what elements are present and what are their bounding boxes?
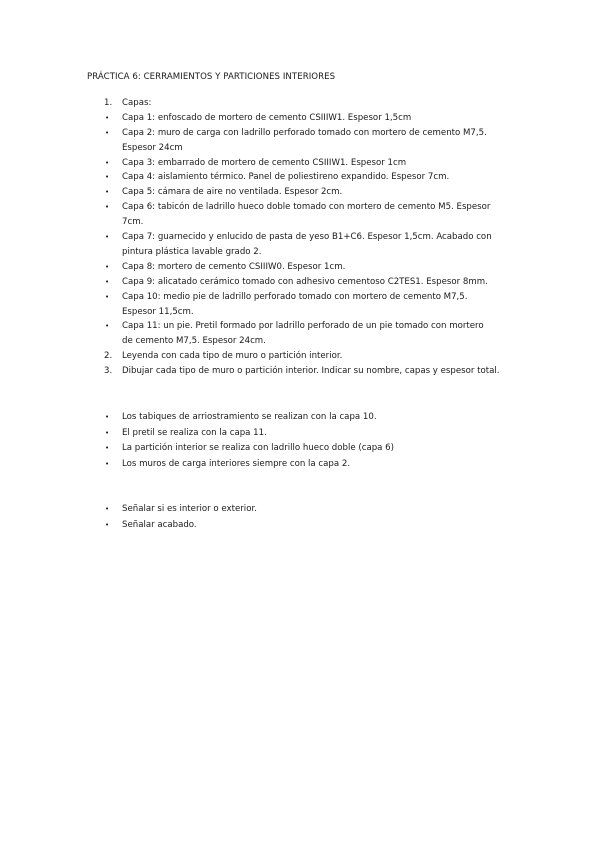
bullet-marker: • <box>105 520 110 529</box>
bullet-marker: • <box>105 262 110 271</box>
list-item <box>0 364 599 379</box>
list-item-text <box>122 275 522 290</box>
list-item-text <box>122 185 522 200</box>
list-item <box>0 319 599 349</box>
bullet-marker: • <box>105 292 110 301</box>
bullet-marker: • <box>105 173 110 182</box>
list-item <box>0 290 599 320</box>
bullet-marker: • <box>105 113 110 122</box>
list-item-text: Señalar acabado. <box>122 519 197 530</box>
text-line: Capa 10: medio pie de ladrillo perforado tomado con mortero de cemento M7,5. <box>122 291 468 302</box>
list-item-text <box>122 364 522 379</box>
text-line: Capa 6: tabicón de ladrillo hueco doble tomado con mortero de cemento M5. Espesor <box>122 202 491 213</box>
number-marker: 2. <box>104 351 113 362</box>
bullet-marker: • <box>105 277 110 286</box>
list-item-text <box>122 96 522 111</box>
bullet-marker: • <box>105 128 110 137</box>
list-item-text <box>122 349 522 364</box>
notes-list <box>0 410 599 472</box>
list-item-text <box>122 230 522 260</box>
bullet-marker: • <box>105 505 110 513</box>
list-item-text <box>122 319 522 349</box>
bullet-marker: • <box>105 322 110 331</box>
list-item-text <box>122 200 522 230</box>
bullet-marker: • <box>105 413 110 421</box>
text-line: Capa 5: cámara de aire no ventilada. Espesor 2cm. <box>122 187 343 198</box>
list-item <box>0 260 599 275</box>
text-line: de cemento M7,5. Espesor 24cm. <box>122 336 266 347</box>
final-list <box>0 502 599 533</box>
list-item <box>0 185 599 200</box>
text-line: Capa 1: enfoscado de mortero de cemento CSIIIW1. Espesor 1,5cm <box>122 112 412 123</box>
list-item <box>0 275 599 290</box>
text-line: Espesor 24cm <box>122 142 183 153</box>
list-item-text: El pretil se realiza con la capa 11. <box>122 427 267 438</box>
list-item-text <box>122 170 522 185</box>
text-line: Capa 2: muro de carga con ladrillo perforado tomado con mortero de cemento M7,5. <box>122 127 487 138</box>
list-item <box>0 96 599 111</box>
list-item-text <box>122 126 522 156</box>
list-item <box>0 410 599 426</box>
list-item <box>0 126 599 156</box>
text-line: Capa 4: aislamiento térmico. Panel de poliestireno expandido. Espesor 7cm. <box>122 172 450 183</box>
list-item <box>0 200 599 230</box>
list-item <box>0 156 599 171</box>
document-title: PRÁCTICA 6: CERRAMIENTOS Y PARTICIONES INTERIORES <box>87 72 336 82</box>
bullet-marker: • <box>105 203 110 212</box>
list-item <box>0 457 599 473</box>
number-marker: 1. <box>104 98 113 108</box>
text-line: Leyenda con cada tipo de muro o partición interior. <box>122 351 343 362</box>
bullet-marker: • <box>105 188 110 197</box>
list-item <box>0 502 599 518</box>
bullet-marker: • <box>105 158 110 167</box>
text-line: Capa 7: guarnecido y enlucido de pasta de yeso B1+C6. Espesor 1,5cm. Acabado con <box>122 232 492 243</box>
bullet-marker: • <box>105 444 110 452</box>
list-item <box>0 518 599 534</box>
text-line: Capa 9: alicatado cerámico tomado con adhesivo cementoso C2TES1. Espesor 8mm. <box>122 276 488 287</box>
list-item-text: Señalar si es interior o exterior. <box>122 504 257 514</box>
list-item-text: La partición interior se realiza con ladrillo hueco doble (capa 6) <box>122 443 394 453</box>
text-line: Capa 3: embarrado de mortero de cemento CSIIIW1. Espesor 1cm <box>122 157 407 168</box>
list-item <box>0 230 599 260</box>
list-item-text <box>122 111 522 126</box>
bullet-marker: • <box>105 428 110 437</box>
list-item <box>0 349 599 364</box>
text-line: 7cm. <box>122 217 144 228</box>
main-list <box>0 96 599 379</box>
list-item-text <box>122 156 522 171</box>
text-line: Capa 8: mortero de cemento CSIIIW0. Espesor 1cm. <box>122 261 346 272</box>
bullet-marker: • <box>105 233 110 242</box>
list-item <box>0 111 599 126</box>
text-line: Capa 11: un pie. Pretil formado por ladrillo perforado de un pie tomado con mortero <box>122 321 484 332</box>
number-marker: 3. <box>104 366 113 377</box>
list-item <box>0 426 599 442</box>
list-item <box>0 441 599 457</box>
list-item-text <box>122 290 522 320</box>
text-line: Espesor 11,5cm. <box>122 306 194 317</box>
text-line: Capas: <box>122 98 152 108</box>
bullet-marker: • <box>105 459 110 468</box>
text-line: pintura plástica lavable grado 2. <box>122 247 262 258</box>
list-item-text: Los tabiques de arriostramiento se realizan con la capa 10. <box>122 412 377 422</box>
text-line: Dibujar cada tipo de muro o partición interior. Indicar su nombre, capas y espesor total. <box>122 366 500 377</box>
list-item-text: Los muros de carga interiores siempre con la capa 2. <box>122 458 351 469</box>
list-item <box>0 170 599 185</box>
list-item-text <box>122 260 522 275</box>
